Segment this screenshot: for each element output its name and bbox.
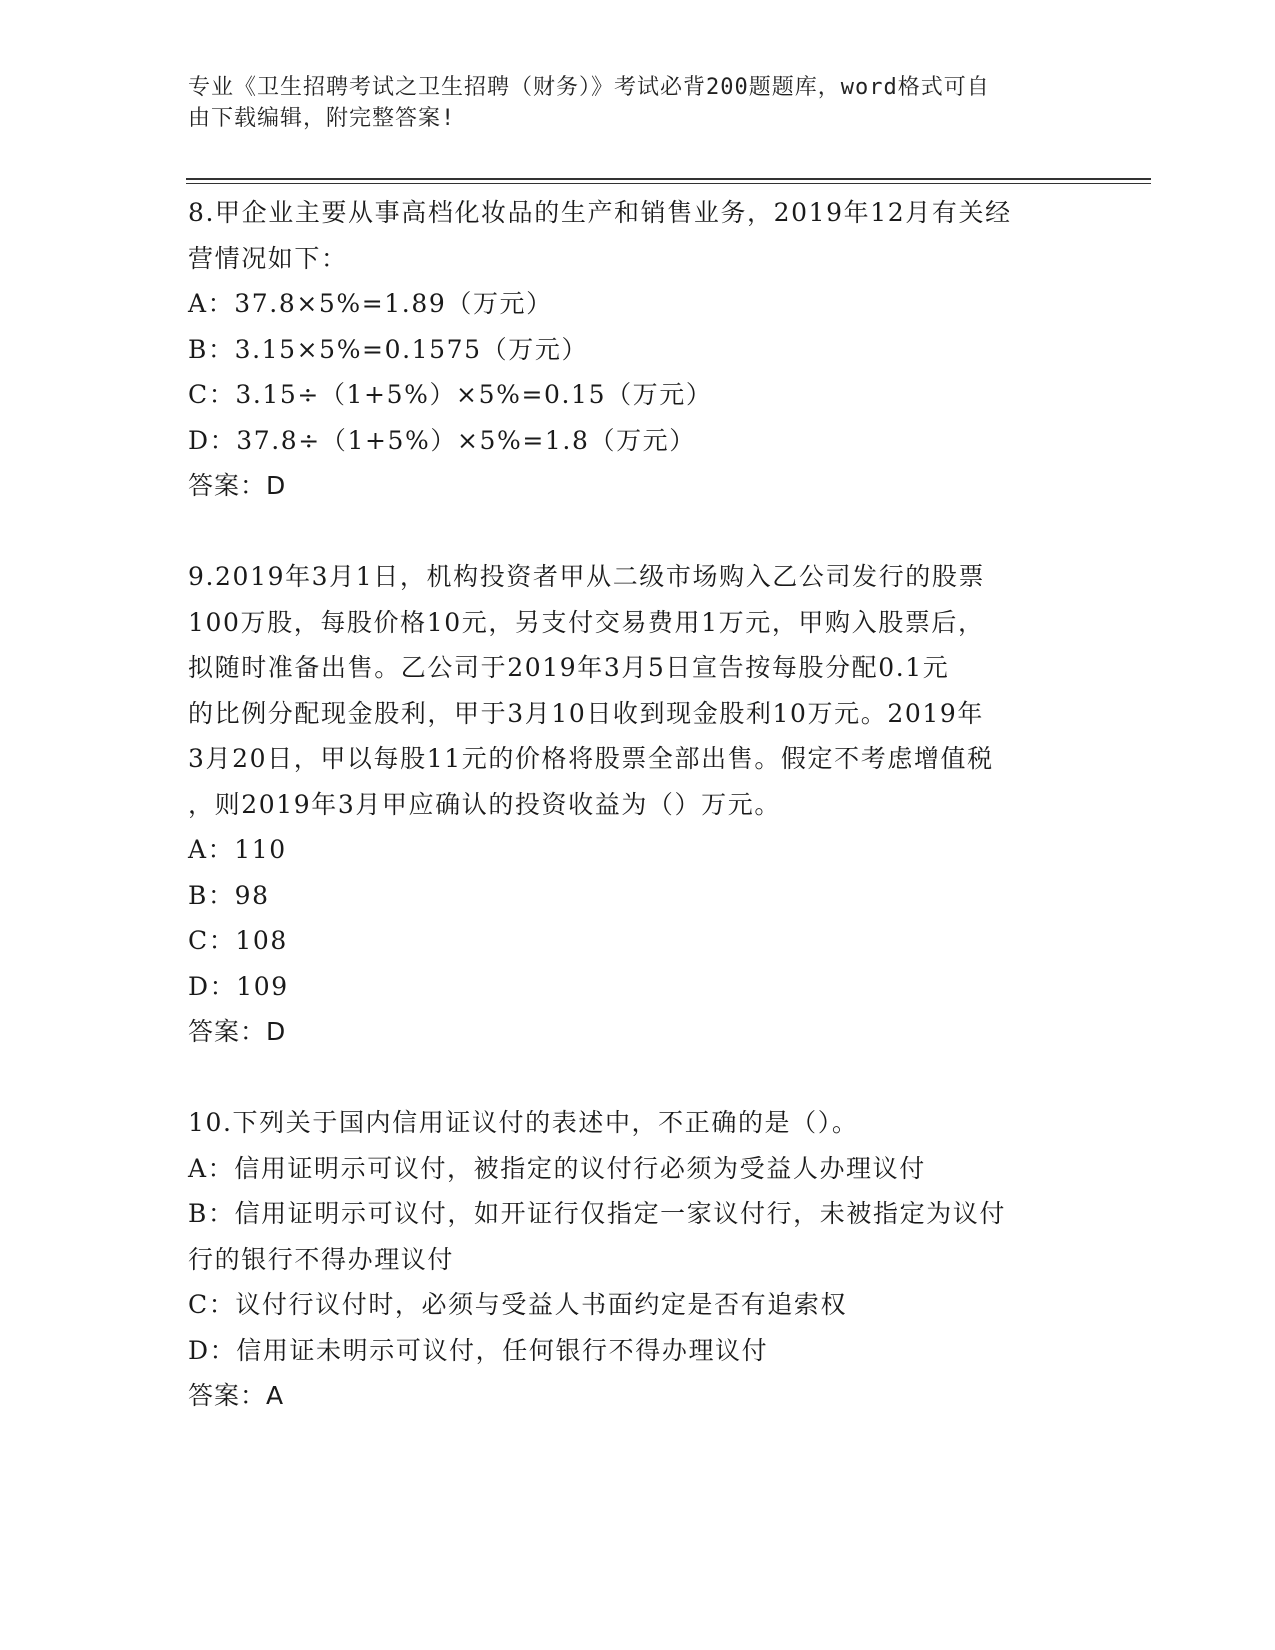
question-8-stem-line-1: 8.甲企业主要从事高档化妆品的生产和销售业务，2019年12月有关经 — [188, 198, 1012, 227]
spacer — [188, 509, 1088, 555]
question-10 — [188, 1100, 1088, 1419]
question-10-option-b-continued: 行的银行不得办理议付 — [188, 1244, 455, 1274]
header-divider-thick — [186, 178, 1151, 180]
spacer — [188, 1055, 1088, 1101]
question-9-option-a: A：110 — [188, 835, 287, 864]
question-10-option-a: A：信用证明示可议付，被指定的议付行必须为受益人办理议付 — [188, 1153, 926, 1183]
question-10-option-b: B：信用证明示可议付，如开证行仅指定一家议付行，未被指定为议付 — [188, 1199, 1006, 1228]
question-8-answer: 答案：D — [188, 471, 287, 500]
question-9-option-d: D：109 — [188, 971, 289, 1001]
question-8-option-b: B：3.15×5%=0.1575（万元） — [188, 334, 589, 364]
header-divider-thin — [186, 183, 1151, 184]
question-9-stem-line-2: 100万股，每股价格10元，另支付交易费用1万元，甲购入股票后， — [188, 607, 985, 637]
document-header — [188, 72, 1068, 134]
header-line-2: 由下载编辑，附完整答案! — [188, 106, 456, 131]
question-8-option-c: C：3.15÷（1+5%）×5%=0.15（万元） — [188, 380, 713, 409]
question-9-option-b: B：98 — [188, 880, 270, 910]
question-9-answer: 答案：D — [188, 1017, 287, 1046]
question-10-option-c: C：议付行议付时，必须与受益人书面约定是否有追索权 — [188, 1290, 848, 1319]
question-8-option-d: D：37.8÷（1+5%）×5%=1.8（万元） — [188, 425, 696, 455]
question-9-stem-line-5: 3月20日，甲以每股11元的价格将股票全部出售。假定不考虑增值税 — [188, 744, 994, 773]
question-10-answer: 答案：A — [188, 1381, 285, 1410]
question-list — [188, 190, 1088, 1419]
header-line-1: 专业《卫生招聘考试之卫生招聘（财务）》考试必背200题题库，word格式可自 — [188, 75, 990, 100]
question-10-stem-line-1: 10.下列关于国内信用证议付的表述中，不正确的是（）。 — [188, 1108, 859, 1137]
question-9-stem-line-3: 拟随时准备出售。乙公司于2019年3月5日宣告按每股分配0.1元 — [188, 653, 950, 682]
question-9-stem-line-6: ，则2019年3月甲应确认的投资收益为（）万元。 — [188, 789, 781, 819]
question-9-stem-line-4: 的比例分配现金股利，甲于3月10日收到现金股利10万元。2019年 — [188, 698, 984, 728]
question-9 — [188, 554, 1088, 1055]
question-9-stem-line-1: 9.2019年3月1日，机构投资者甲从二级市场购入乙公司发行的股票 — [188, 562, 986, 591]
question-9-option-c: C：108 — [188, 926, 288, 955]
question-10-option-d: D：信用证未明示可议付，任何银行不得办理议付 — [188, 1335, 769, 1365]
question-8-stem-line-2: 营情况如下： — [188, 243, 348, 273]
question-8-option-a: A：37.8×5%=1.89（万元） — [188, 289, 553, 318]
question-8 — [188, 190, 1088, 509]
